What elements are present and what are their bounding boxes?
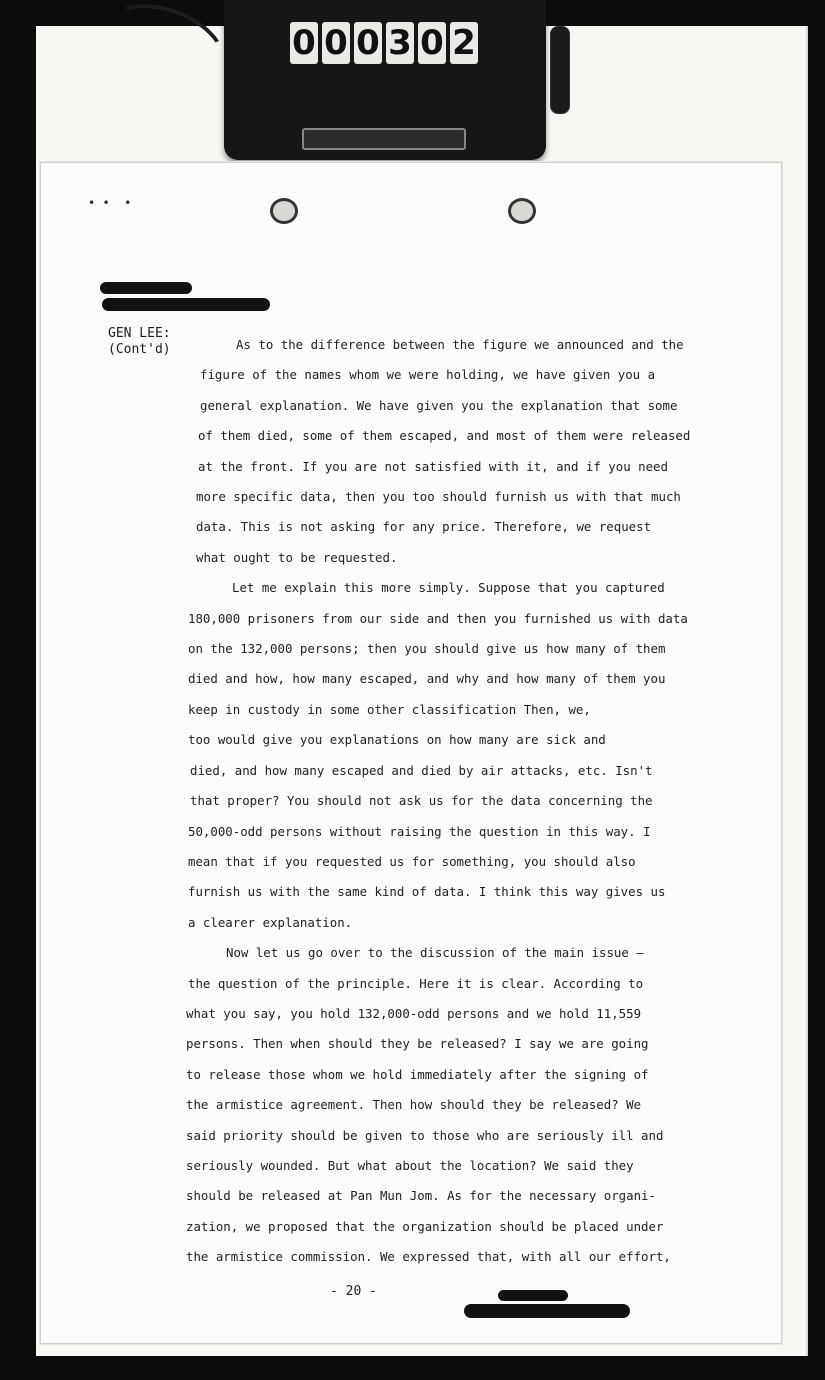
text-line: 180,000 prisoners from our side and then you furnished us with data [188,610,688,626]
paragraph [186,330,706,573]
counter-digit: 0 [322,22,350,64]
text-line: more specific data, then you too should furnish us with that much [196,489,681,505]
stray-ink-marks: • • • [88,196,132,210]
counter-digit: 3 [386,22,414,64]
counter-digit: 0 [354,22,382,64]
redaction-mark [498,1290,568,1301]
text-line: the armistice commission. We expressed that, with all our effort, [186,1249,671,1265]
speaker-continued: (Cont'd) [108,342,171,357]
text-line: to release those whom we hold immediately after the signing of [186,1066,649,1082]
text-line: said priority should be given to those who are seriously ill and [186,1127,664,1143]
text-line: 50,000-odd persons without raising the question in this way. I [188,823,651,839]
text-line: that proper? You should not ask us for the data concerning the [190,793,653,809]
text-line: mean that if you requested us for something, you should also [188,853,636,869]
transcript-body [186,330,706,1273]
text-line: what you say, you hold 132,000-odd persons and we hold 11,559 [186,1005,642,1021]
speaker-label [108,326,198,358]
text-line: died, and how many escaped and died by air attacks, etc. Isn't [190,762,653,778]
text-line: As to the difference between the figure we announced and the [236,337,684,352]
page-number: - 20 - [330,1284,377,1299]
paragraph [186,938,706,1272]
text-line: a clearer explanation. [188,914,353,930]
text-line: figure of the names whom we were holding, we have given you a [200,367,656,383]
text-line: data. This is not asking for any price. Therefore, we request [196,519,652,535]
text-line: too would give you explanations on how many are sick and [188,732,606,748]
text-line: at the front. If you are not satisfied with it, and if you need [198,458,668,474]
counter-knob [550,26,570,114]
paragraph [186,573,706,938]
text-line: the question of the principle. Here it is clear. According to [188,975,644,991]
text-line: keep in custody in some other classification Then, we, [188,701,591,717]
counter-plate [302,128,466,150]
text-line: Let me explain this more simply. Suppose that you captured [232,580,665,596]
punch-hole [508,198,536,224]
redaction-mark [100,282,192,294]
text-line: the armistice agreement. Then how should they be released? We [186,1097,642,1113]
text-line: furnish us with the same kind of data. I think this way gives us [188,884,666,900]
redaction-mark [102,298,270,311]
speaker-name: GEN LEE: [108,326,171,341]
redaction-mark [464,1304,630,1318]
counter-digit: 0 [418,22,446,64]
text-line: what ought to be requested. [196,549,398,565]
text-line: zation, we proposed that the organization should be placed under [186,1218,664,1234]
text-line: should be released at Pan Mun Jom. As for the necessary organi- [186,1188,656,1204]
text-line: persons. Then when should they be released? I say we are going [186,1036,649,1052]
text-line: general explanation. We have given you the explanation that some [200,397,678,413]
counter-digit: 0 [290,22,318,64]
frame-counter [224,0,546,160]
text-line: Now let us go over to the discussion of the main issue — [226,945,644,961]
text-line: seriously wounded. But what about the location? We said they [186,1157,634,1173]
text-line: on the 132,000 persons; then you should give us how many of them [188,641,666,657]
text-line: of them died, some of them escaped, and most of them were released [198,428,691,444]
counter-digit: 2 [450,22,478,64]
counter-digits [290,22,478,66]
text-line: died and how, how many escaped, and why and how many of them you [188,671,666,687]
punch-hole [270,198,298,224]
